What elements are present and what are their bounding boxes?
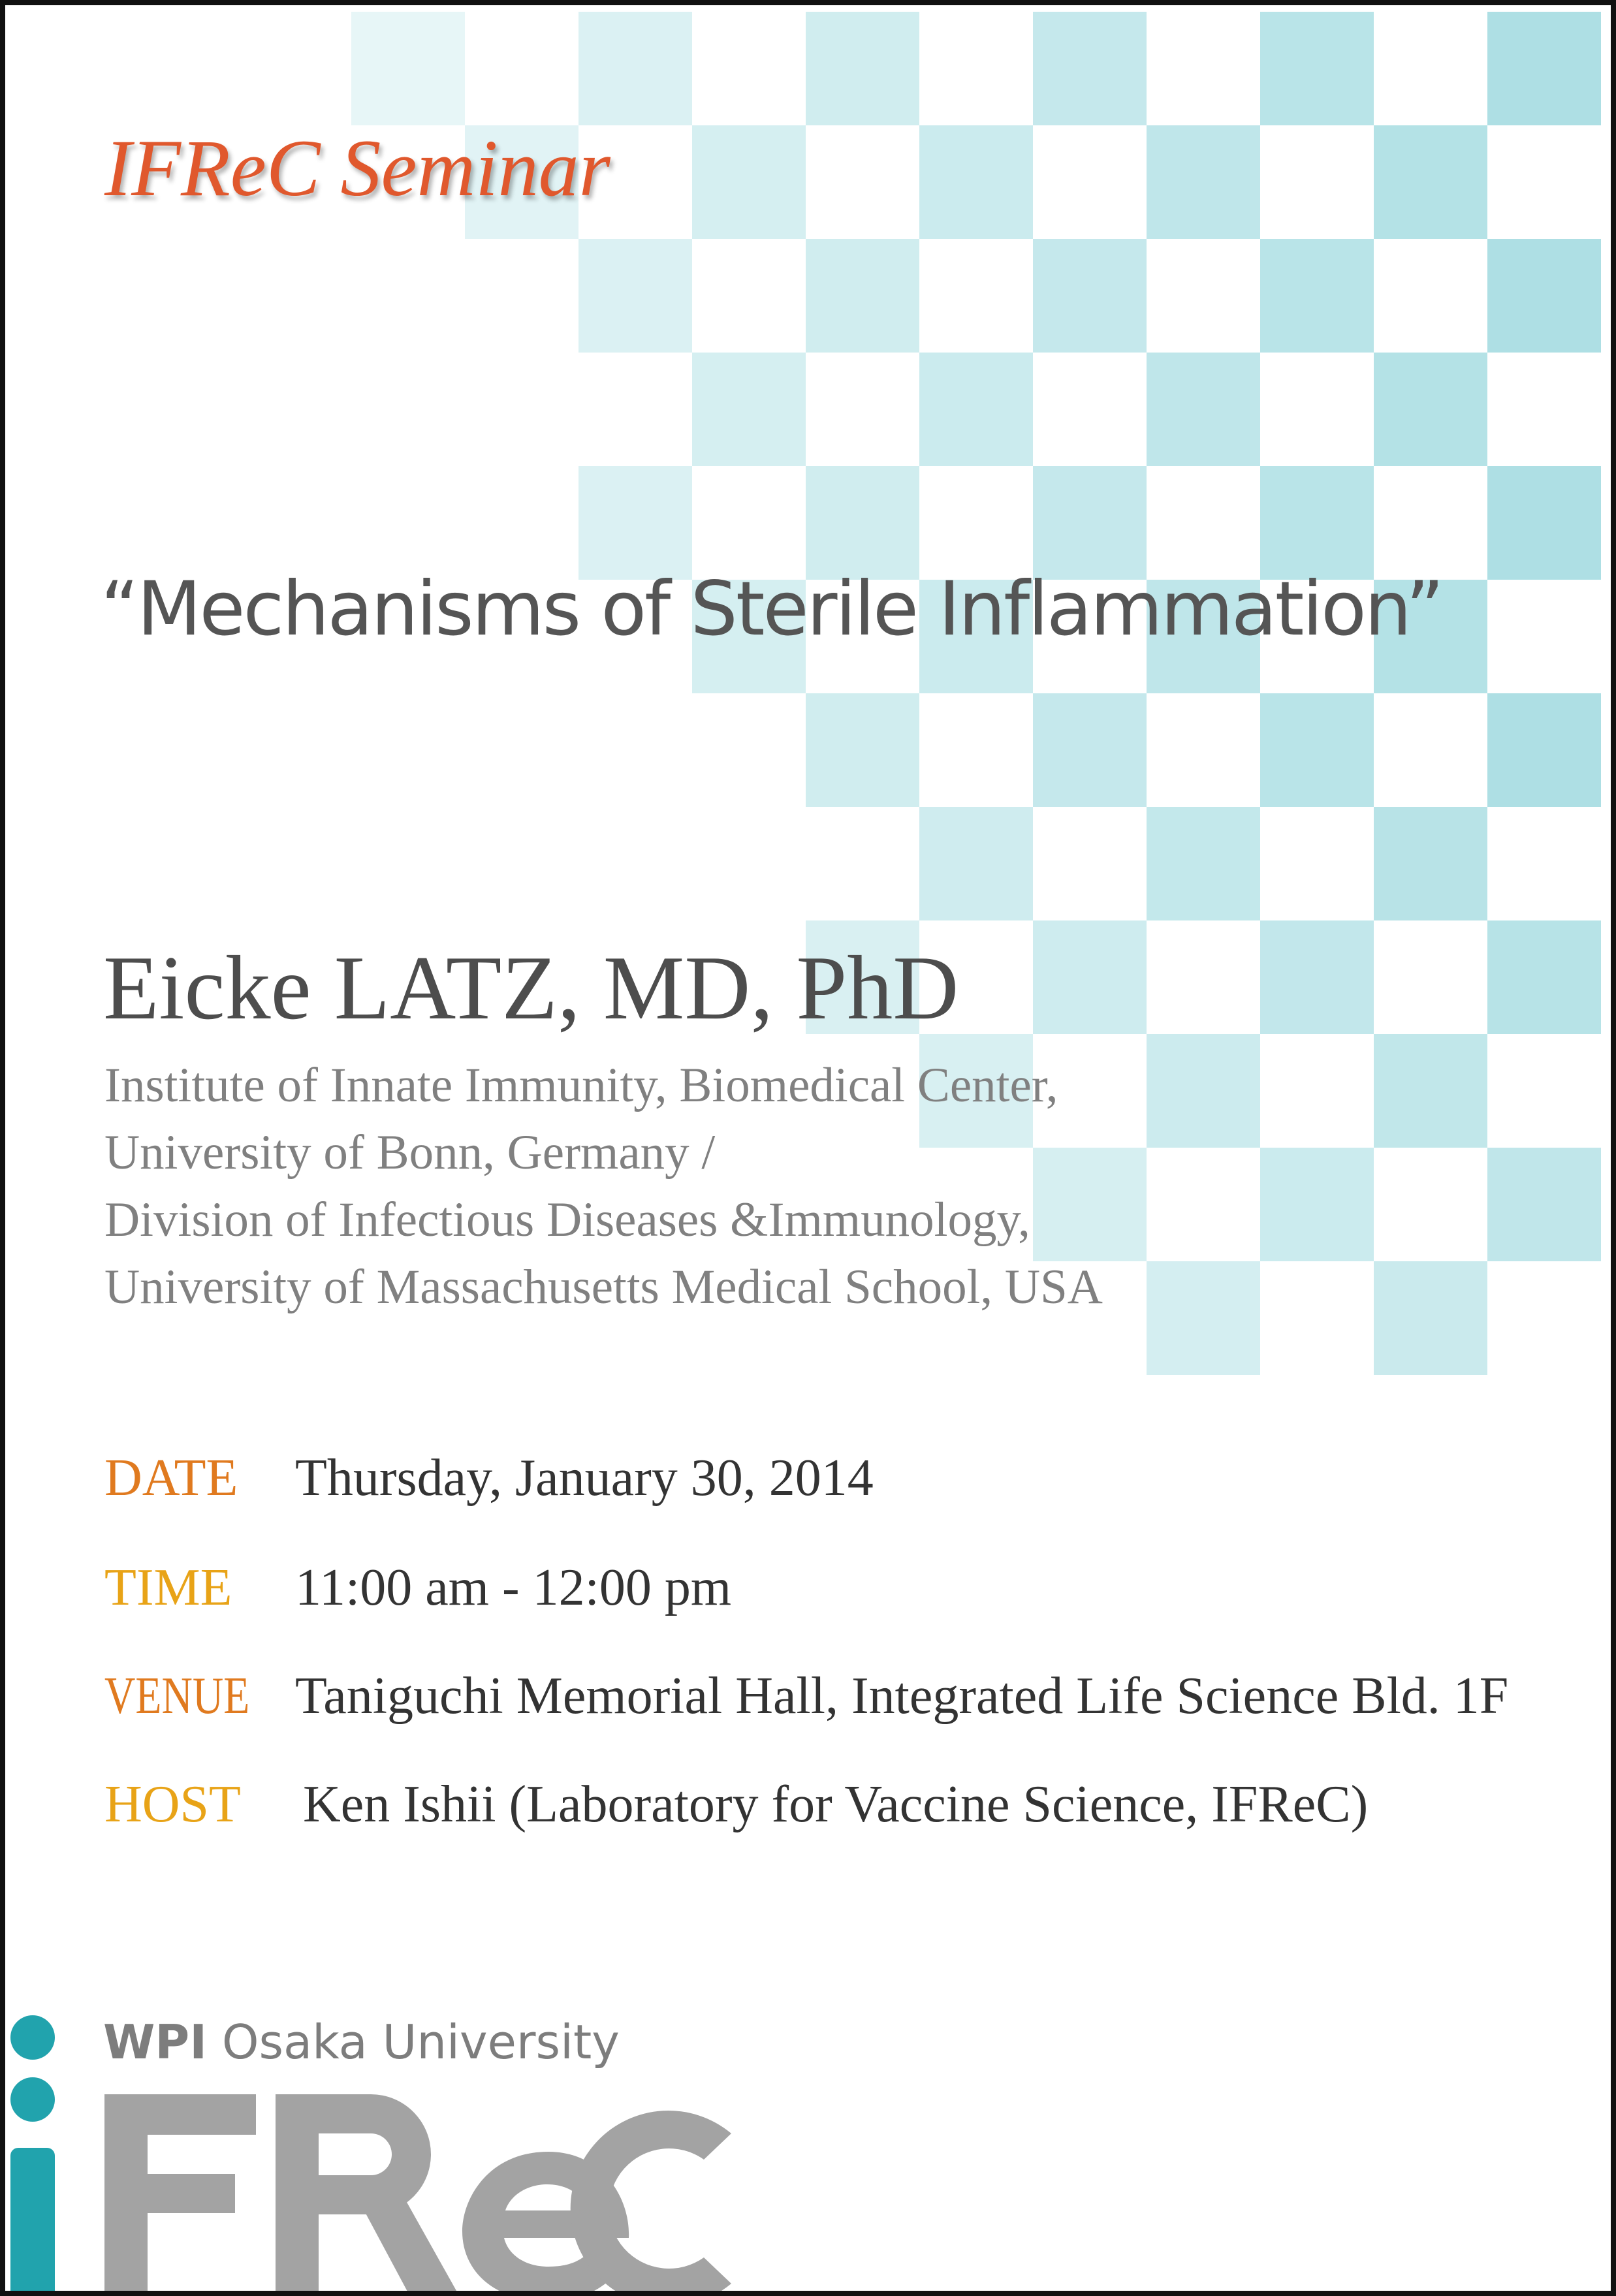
- checker-square: [1374, 1261, 1487, 1375]
- time-label: TIME: [104, 1559, 232, 1616]
- checker-square: [1260, 693, 1374, 807]
- checker-square: [692, 353, 806, 466]
- checker-square: [1487, 1148, 1601, 1261]
- checker-square: [1374, 353, 1487, 466]
- checker-square: [1487, 12, 1601, 125]
- venue-label: VENUE: [104, 1667, 250, 1725]
- checker-square: [919, 807, 1033, 920]
- checker-square: [1033, 12, 1147, 125]
- seminar-title: IFReC Seminar: [104, 123, 610, 213]
- date-value: Thursday, January 30, 2014: [295, 1449, 874, 1507]
- affiliation-line-4: University of Massachusetts Medical School, USA: [104, 1260, 1103, 1314]
- checker-square: [1260, 466, 1374, 580]
- logo-i-stem: [10, 2148, 55, 2296]
- checker-square: [1487, 920, 1601, 1034]
- checker-square: [1487, 693, 1601, 807]
- date-label: DATE: [104, 1449, 238, 1507]
- ifrec-logo: [5, 2003, 789, 2296]
- checker-square: [1147, 807, 1260, 920]
- logo-dot-lower: [10, 2077, 55, 2122]
- venue-value: Taniguchi Memorial Hall, Integrated Life Science Bld. 1F: [295, 1667, 1509, 1725]
- checker-square: [692, 125, 806, 239]
- checker-square: [1147, 1261, 1260, 1375]
- checker-square: [1374, 1034, 1487, 1148]
- checker-square: [351, 12, 465, 125]
- checker-square: [1147, 353, 1260, 466]
- checker-square: [1487, 239, 1601, 353]
- checker-square: [1260, 1148, 1374, 1261]
- checker-square: [1260, 12, 1374, 125]
- checker-square: [578, 239, 692, 353]
- checker-square: [578, 12, 692, 125]
- logo-letters: [104, 2094, 731, 2296]
- checker-square: [1033, 466, 1147, 580]
- institution-prefix: WPI: [103, 2015, 207, 2069]
- speaker-name: Eicke LATZ, MD, PhD: [103, 937, 959, 1039]
- institution-name: Osaka University: [221, 2015, 620, 2069]
- checker-square: [806, 466, 919, 580]
- talk-title: “Mechanisms of Sterile Inflammation”: [101, 565, 1442, 652]
- checker-square: [1487, 466, 1601, 580]
- host-label: HOST: [104, 1776, 241, 1833]
- checker-square: [919, 125, 1033, 239]
- checker-square: [1374, 125, 1487, 239]
- logo-dot-upper: [10, 2015, 55, 2060]
- checker-square: [1033, 1148, 1147, 1261]
- checker-square: [578, 466, 692, 580]
- checker-square: [1147, 1034, 1260, 1148]
- checker-square: [806, 693, 919, 807]
- checker-square: [806, 12, 919, 125]
- checker-square: [1260, 239, 1374, 353]
- affiliation-line-1: Institute of Innate Immunity, Biomedical Center,: [104, 1058, 1058, 1112]
- time-value: 11:00 am - 12:00 pm: [295, 1559, 732, 1616]
- affiliation-line-3: Division of Infectious Diseases &Immunology,: [104, 1193, 1030, 1247]
- checker-square: [1033, 239, 1147, 353]
- affiliation-line-2: University of Bonn, Germany /: [104, 1125, 716, 1180]
- host-value: Ken Ishii (Laboratory for Vaccine Science, IFReC): [303, 1776, 1369, 1833]
- checker-square: [1147, 125, 1260, 239]
- checker-square: [806, 239, 919, 353]
- checker-square: [1374, 807, 1487, 920]
- checker-square: [919, 353, 1033, 466]
- checker-square: [1260, 920, 1374, 1034]
- checker-square: [1033, 693, 1147, 807]
- checker-square: [1033, 920, 1147, 1034]
